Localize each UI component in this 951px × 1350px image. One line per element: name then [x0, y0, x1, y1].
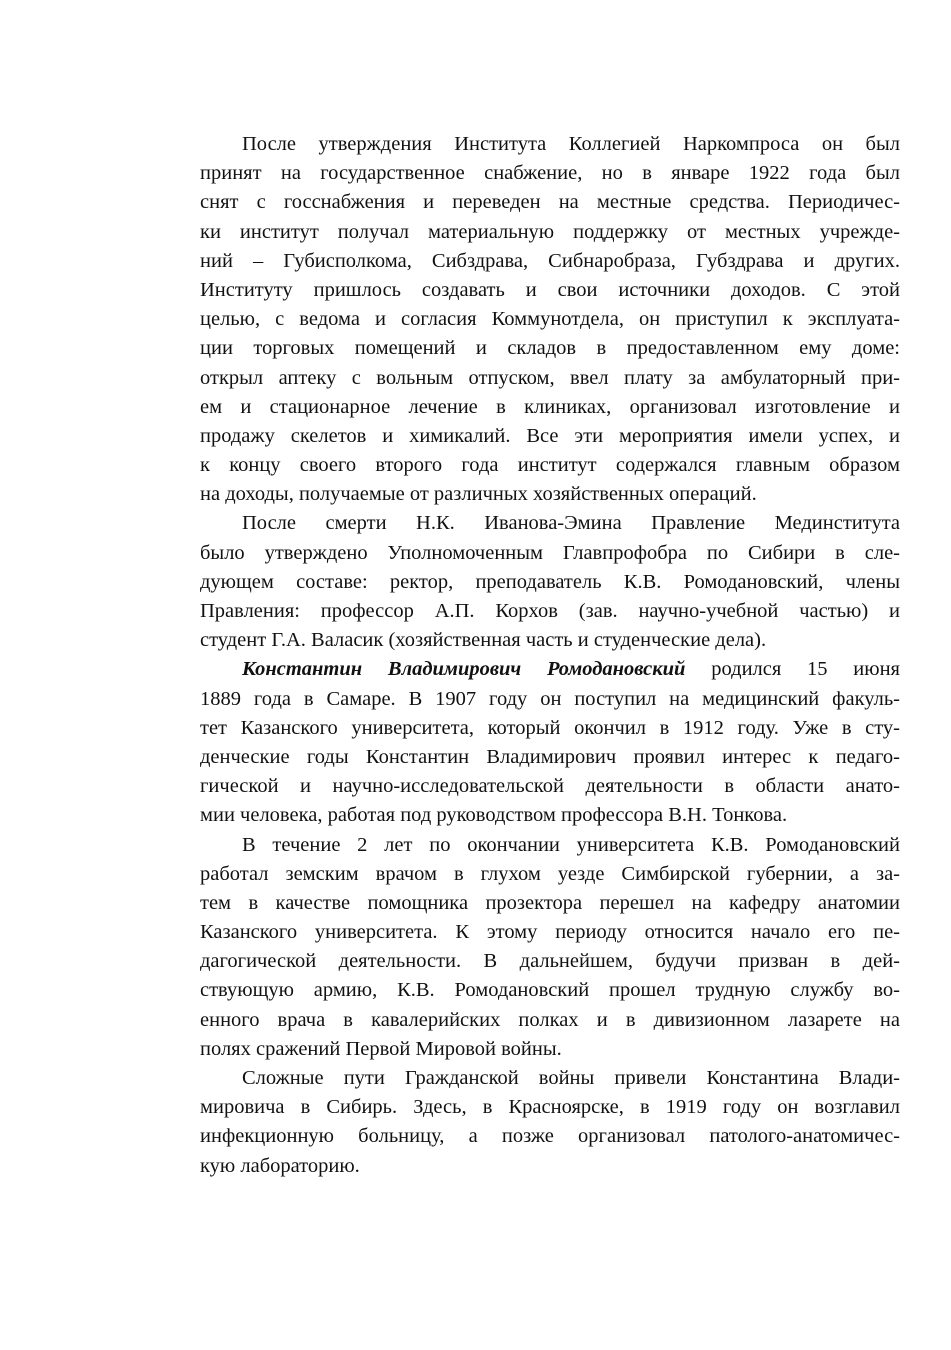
text-line: снят с госснабжения и переведен на местные средства. Периодичес- — [200, 191, 900, 214]
text-line: Институту пришлось создавать и свои источники доходов. С этой — [200, 278, 900, 301]
paragraph-board-composition — [200, 509, 900, 655]
body-text — [200, 130, 900, 1181]
text-line: полях сражений Первой Мировой войны. — [200, 1037, 562, 1060]
text-line: дующем составе: ректор, преподаватель К.В. Ромодановский, члены — [200, 570, 900, 593]
text-line: было утверждено Уполномоченным Главпрофобра по Сибири в сле- — [200, 541, 900, 564]
text-line: на доходы, получаемые от различных хозяйственных операций. — [200, 483, 757, 506]
text-line: 1889 года в Самаре. В 1907 году он поступил на медицинский факуль- — [200, 687, 900, 710]
text-line: денческие годы Константин Владимирович проявил интерес к педаго- — [200, 745, 900, 768]
text-line: енного врача в кавалерийских полках и в дивизионном лазарете на — [200, 1008, 900, 1031]
person-name: Константин Владимирович Ромодановский — [242, 658, 686, 681]
text-line — [200, 655, 900, 684]
text-line: тет Казанского университета, который окончил в 1912 году. Уже в сту- — [200, 716, 900, 739]
text-line: кую лабораторию. — [200, 1154, 360, 1177]
text-line: открыл аптеку с вольным отпуском, ввел плату за амбулаторный при- — [200, 366, 900, 389]
text-line: продажу скелетов и химикалий. Все эти мероприятия имели успех, и — [200, 424, 900, 447]
text-line: В течение 2 лет по окончании университета К.В. Ромодановский — [242, 833, 900, 856]
paragraph-romodanovsky-biography — [200, 655, 900, 830]
paragraph-siberia — [200, 1064, 900, 1181]
text-line: инфекционную больницу, а позже организовал патолого-анатомичес- — [200, 1125, 900, 1148]
text-line: Казанского университета. К этому периоду относится начало его пе- — [200, 921, 900, 944]
text-line: работал земским врачом в глухом уезде Симбирской губернии, а за- — [200, 862, 900, 885]
text-fragment: родился 15 июня — [685, 658, 900, 681]
paragraph-early-career — [200, 831, 900, 1065]
text-line: ции торговых помещений и складов в предоставленном ему доме: — [200, 337, 900, 360]
text-line: Сложные пути Гражданской войны привели Константина Влади- — [242, 1067, 900, 1089]
paragraph-institute-funding — [200, 130, 900, 509]
text-line: принят на государственное снабжение, но в январе 1922 года был — [200, 162, 900, 185]
text-line: Правления: профессор А.П. Корхов (зав. научно-учебной частью) и — [200, 600, 900, 622]
text-line: тем в качестве помощника прозектора перешел на кафедру анатомии — [200, 891, 900, 914]
text-line: целью, с ведома и согласия Коммунотдела, он приступил к эксплуата- — [200, 308, 900, 331]
text-line: После утверждения Института Коллегией Наркомпроса он был — [242, 133, 900, 155]
text-line: После смерти Н.К. Иванова-Эмина Правление Мединститута — [242, 512, 900, 535]
text-line: к концу своего второго года институт содержался главным образом — [200, 454, 900, 477]
text-line: ем и стационарное лечение в клиниках, организовал изготовление и — [200, 395, 900, 418]
text-line: ствующую армию, К.В. Ромодановский прошел трудную службу во- — [200, 979, 900, 1002]
text-line: мии человека, работая под руководством профессора В.Н. Тонкова. — [200, 804, 788, 827]
text-line: студент Г.А. Валасик (хозяйственная часть и студенческие дела). — [200, 629, 767, 652]
text-line: ний – Губисполкома, Сибздрава, Сибнаробраза, Губздрава и других. — [200, 249, 900, 272]
text-line: мировича в Сибирь. Здесь, в Красноярске, в 1919 году он возглавил — [200, 1096, 900, 1119]
text-line: ки институт получал материальную поддержку от местных учрежде- — [200, 220, 900, 243]
text-line: дагогической деятельности. В дальнейшем, будучи призван в дей- — [200, 950, 900, 973]
text-line: гической и научно-исследовательской деятельности в области анато- — [200, 775, 900, 798]
